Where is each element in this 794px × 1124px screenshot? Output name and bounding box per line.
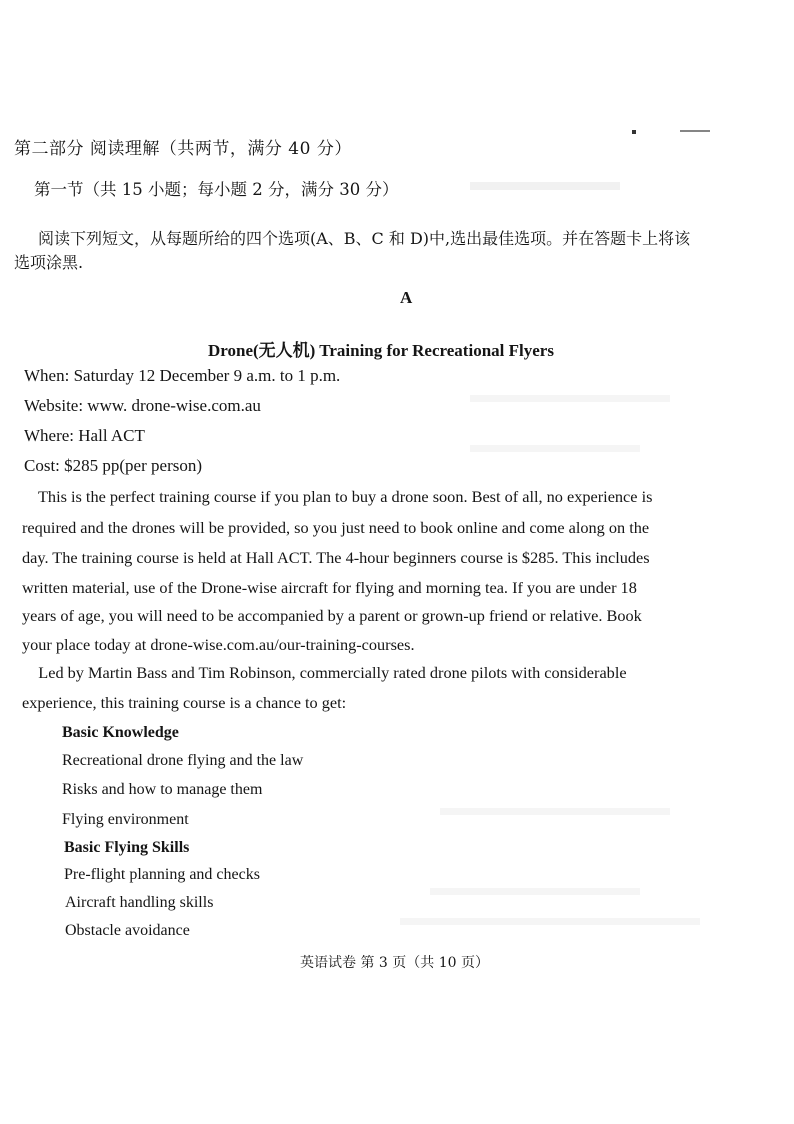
- section-title: 第一节（共 15 小题；每小题 2 分，满分 30 分）: [34, 180, 399, 199]
- instruction-line-2: 选项涂黑.: [14, 253, 84, 272]
- list-item: Obstacle avoidance: [65, 922, 190, 939]
- paragraph-line: your place today at drone-wise.com.au/our-training-courses.: [22, 635, 415, 654]
- list-item: Aircraft handling skills: [65, 894, 214, 911]
- section-heading-basic-knowledge: Basic Knowledge: [62, 724, 179, 741]
- passage-title: Drone(无人机) Training for Recreational Flyers: [208, 341, 554, 360]
- paragraph-line: written material, use of the Drone-wise aircraft for flying and morning tea. If you are under 18: [22, 578, 637, 597]
- info-cost: Cost: $285 pp(per person): [24, 456, 203, 475]
- paragraph-line: Led by Martin Bass and Tim Robinson, commercially rated drone pilots with considerable: [22, 663, 627, 682]
- paragraph-line: years of age, you will need to be accompanied by a parent or grown-up friend or relative. Book: [22, 606, 642, 625]
- section-heading-basic-flying-skills: Basic Flying Skills: [64, 839, 190, 856]
- part-title: 第二部分 阅读理解（共两节，满分 40 分）: [14, 139, 352, 159]
- paragraph-line: experience, this training course is a chance to get:: [22, 693, 347, 712]
- list-item: Risks and how to manage them: [62, 781, 263, 798]
- paragraph-line: This is the perfect training course if you plan to buy a drone soon. Best of all, no experience is: [22, 487, 653, 506]
- info-website: Website: www. drone-wise.com.au: [24, 396, 261, 415]
- list-item: Flying environment: [62, 811, 189, 828]
- paragraph-line: day. The training course is held at Hall ACT. The 4-hour beginners course is $285. This includes: [22, 548, 650, 567]
- instruction-line-1: 阅读下列短文，从每题所给的四个选项(A、B、C 和 D)中,选出最佳选项。并在答题卡上将该: [38, 229, 691, 248]
- passage-letter: A: [400, 288, 413, 307]
- page-footer: 英语试卷 第 3 页（共 10 页）: [300, 955, 489, 971]
- paragraph-line: required and the drones will be provided, so you just need to book online and come along on the: [22, 518, 650, 537]
- list-item: Recreational drone flying and the law: [62, 752, 304, 769]
- info-where: Where: Hall ACT: [24, 426, 145, 445]
- list-item: Pre-flight planning and checks: [64, 866, 260, 883]
- info-when: When: Saturday 12 December 9 a.m. to 1 p.m.: [24, 366, 341, 385]
